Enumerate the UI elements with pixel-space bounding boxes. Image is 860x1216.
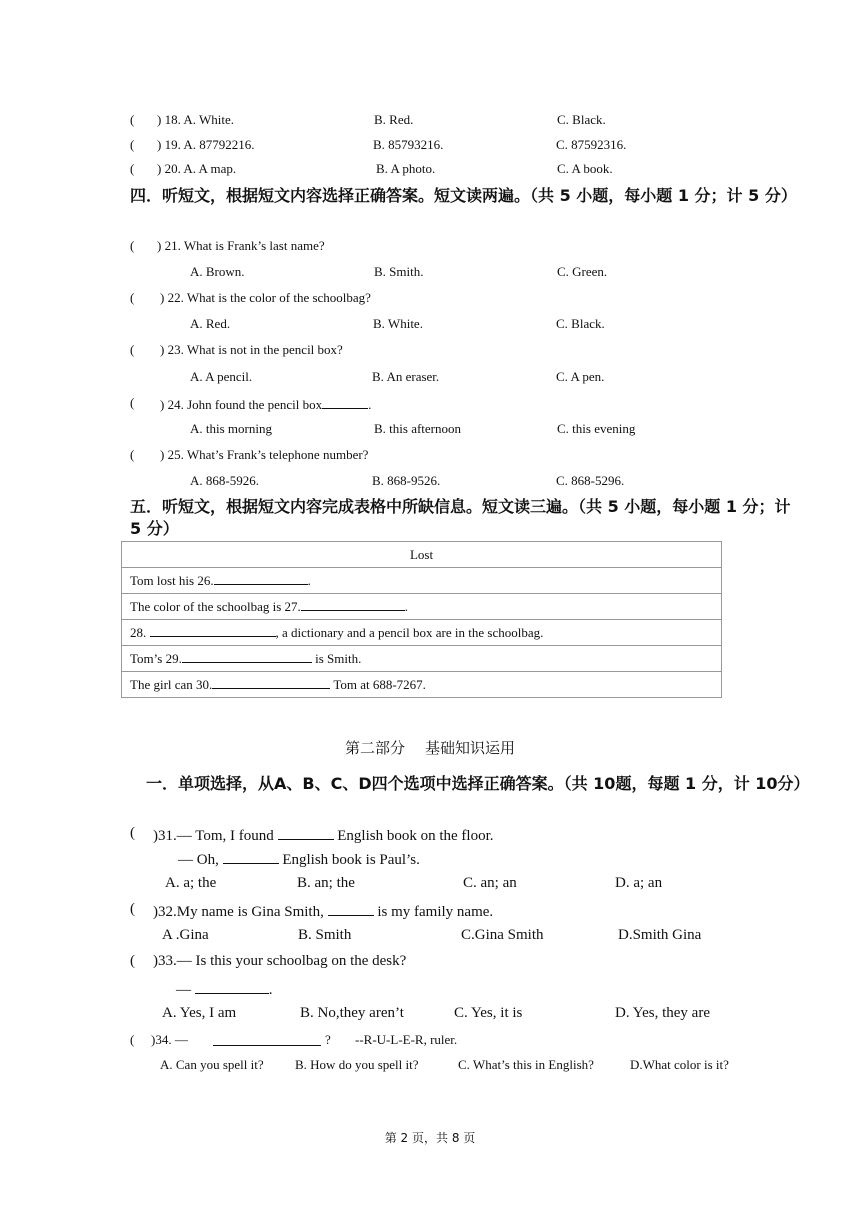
- option-a: A. a; the: [165, 875, 217, 891]
- cell-text: Tom at 688-7267.: [330, 677, 426, 692]
- table-header: Lost: [122, 542, 722, 568]
- answer-blank: [212, 675, 330, 689]
- answer-blank: [213, 1032, 321, 1046]
- answer-paren: (: [130, 290, 135, 305]
- table-cell: [122, 568, 722, 594]
- answer-blank: [214, 571, 308, 585]
- option-c: C. What’s this in English?: [458, 1057, 594, 1072]
- stem-end: .: [368, 397, 372, 412]
- answer-paren: (: [130, 238, 135, 253]
- part-title-b: 基础知识运用: [425, 739, 516, 757]
- option-c: C. 868-5296.: [556, 473, 625, 488]
- question-stem: ) 19. A. 87792216.: [157, 137, 255, 152]
- table-row: [122, 672, 722, 698]
- stem-text: .: [268, 982, 273, 998]
- cell-text: , a dictionary and a pencil box are in the schoolbag.: [275, 625, 544, 640]
- option-b: B. 85793216.: [373, 137, 444, 152]
- option-c: C. Black.: [556, 316, 605, 331]
- option-b: B. Smith: [298, 927, 352, 943]
- option-b: B. Red.: [374, 112, 414, 127]
- stem-text: ) 24. John found the pencil box: [160, 397, 323, 412]
- answer-blank: [195, 979, 269, 994]
- cell-text: .: [404, 599, 409, 614]
- table-cell: [122, 594, 722, 620]
- option-d: D. a; an: [615, 875, 663, 891]
- stem-text: —: [176, 982, 195, 998]
- answer-blank: [278, 825, 334, 840]
- answer-paren: (: [130, 161, 135, 176]
- option-a: A. this morning: [190, 421, 272, 436]
- cell-text: Tom lost his 26.: [130, 573, 214, 588]
- option-b: B. 868-9526.: [372, 473, 441, 488]
- option-d: D.Smith Gina: [618, 927, 702, 943]
- stem-text: )31.— Tom, I found: [153, 828, 278, 844]
- section-5-title: 五．听短文，根据短文内容完成表格中所缺信息。短文读三遍。（共 5 小题，每小题 1 分；计 5 分）: [130, 497, 791, 538]
- option-a: A. Brown.: [190, 264, 245, 279]
- question-stem: ) 20. A. A map.: [157, 161, 237, 176]
- spelling-response: --R-U-L-E-R, ruler.: [355, 1032, 458, 1047]
- option-d: D.What color is it?: [630, 1057, 729, 1072]
- part-title-a: 第二部分: [344, 739, 405, 757]
- option-c: C. an; an: [463, 875, 517, 891]
- answer-blank: [150, 623, 276, 637]
- cell-text: Tom’s 29.: [130, 651, 182, 666]
- option-c: C. Yes, it is: [454, 1005, 523, 1021]
- stem-text: is my family name.: [373, 904, 494, 920]
- answer-blank: [223, 849, 279, 864]
- option-b: B. How do you spell it?: [295, 1057, 419, 1072]
- question-mark: ?: [325, 1032, 331, 1047]
- stem-text: English book is Paul’s.: [278, 852, 420, 868]
- question-stem: ) 18. A. White.: [157, 112, 235, 127]
- option-c: C. Black.: [557, 112, 606, 127]
- cell-text: The girl can 30.: [130, 677, 213, 692]
- answer-paren: (: [130, 825, 135, 841]
- answer-paren: (: [130, 447, 135, 462]
- option-c: C. 87592316.: [556, 137, 627, 152]
- cell-text: The color of the schoolbag is 27.: [130, 599, 301, 614]
- option-a: A. 868-5926.: [190, 473, 259, 488]
- question-stem: ) 23. What is not in the pencil box?: [160, 342, 343, 357]
- option-a: A .Gina: [162, 927, 209, 943]
- part-2-title: [0, 737, 860, 758]
- option-b: B. No,they aren’t: [300, 1005, 404, 1021]
- option-a: A. A pencil.: [190, 369, 253, 384]
- option-a: A. Yes, I am: [162, 1005, 237, 1021]
- question-stem: [153, 825, 494, 845]
- section-4-title: 四．听短文，根据短文内容选择正确答案。短文读两遍。（共 5 小题，每小题 1 分；计 5 分）: [130, 186, 797, 205]
- question-stem-line2: [178, 849, 420, 869]
- answer-paren: (: [130, 1032, 135, 1047]
- option-c: C. A pen.: [556, 369, 605, 384]
- option-a: A. Red.: [190, 316, 231, 331]
- answer-paren: (: [130, 137, 135, 152]
- answer-blank: [328, 901, 374, 916]
- cell-text: is Smith.: [311, 651, 362, 666]
- table-cell: [122, 620, 722, 646]
- table-row: [122, 594, 722, 620]
- option-b: B. Smith.: [374, 264, 424, 279]
- table-row: [122, 620, 722, 646]
- option-b: B. this afternoon: [374, 421, 462, 436]
- option-b: B. an; the: [297, 875, 355, 891]
- question-stem: )33.— Is this your schoolbag on the desk?: [153, 953, 407, 969]
- stem-text: )32.My name is Gina Smith,: [153, 904, 328, 920]
- table-cell: [122, 672, 722, 698]
- answer-paren: (: [130, 901, 135, 917]
- answer-blank: [301, 597, 405, 611]
- table-cell: [122, 646, 722, 672]
- table-row: [122, 568, 722, 594]
- option-b: B. A photo.: [376, 161, 436, 176]
- option-b: B. An eraser.: [372, 369, 440, 384]
- question-stem: ) 25. What’s Frank’s telephone number?: [160, 447, 369, 462]
- table-row: [122, 542, 722, 568]
- answer-blank: [322, 395, 368, 409]
- question-stem: [153, 901, 493, 921]
- option-a: A. Can you spell it?: [160, 1057, 264, 1072]
- lost-table: [121, 541, 722, 698]
- option-b: B. White.: [373, 316, 423, 331]
- option-c: C.Gina Smith: [461, 927, 544, 943]
- stem-text: — Oh,: [178, 852, 223, 868]
- option-c: C. A book.: [557, 161, 613, 176]
- answer-paren: (: [130, 953, 135, 969]
- page-footer: 第 2 页，共 8 页: [384, 1131, 476, 1145]
- part-2-section-1-title: 一．单项选择，从A、B、C、D四个选项中选择正确答案。（共 10题，每题 1 分，计 10分）: [146, 774, 810, 793]
- answer-paren: (: [130, 342, 135, 357]
- cell-text: .: [307, 573, 311, 588]
- answer-paren: (: [130, 395, 135, 410]
- cell-text: 28.: [130, 625, 150, 640]
- option-c: C. Green.: [557, 264, 608, 279]
- question-stem: ) 21. What is Frank’s last name?: [157, 238, 325, 253]
- option-c: C. this evening: [557, 421, 636, 436]
- answer-paren: (: [130, 112, 135, 127]
- question-stem: [160, 395, 371, 413]
- question-stem-line2: [176, 979, 273, 999]
- table-row: [122, 646, 722, 672]
- question-stem: )34. —: [151, 1032, 188, 1047]
- question-stem: ) 22. What is the color of the schoolbag?: [160, 290, 371, 305]
- option-d: D. Yes, they are: [615, 1005, 710, 1021]
- answer-blank: [182, 649, 312, 663]
- stem-text: English book on the floor.: [333, 828, 494, 844]
